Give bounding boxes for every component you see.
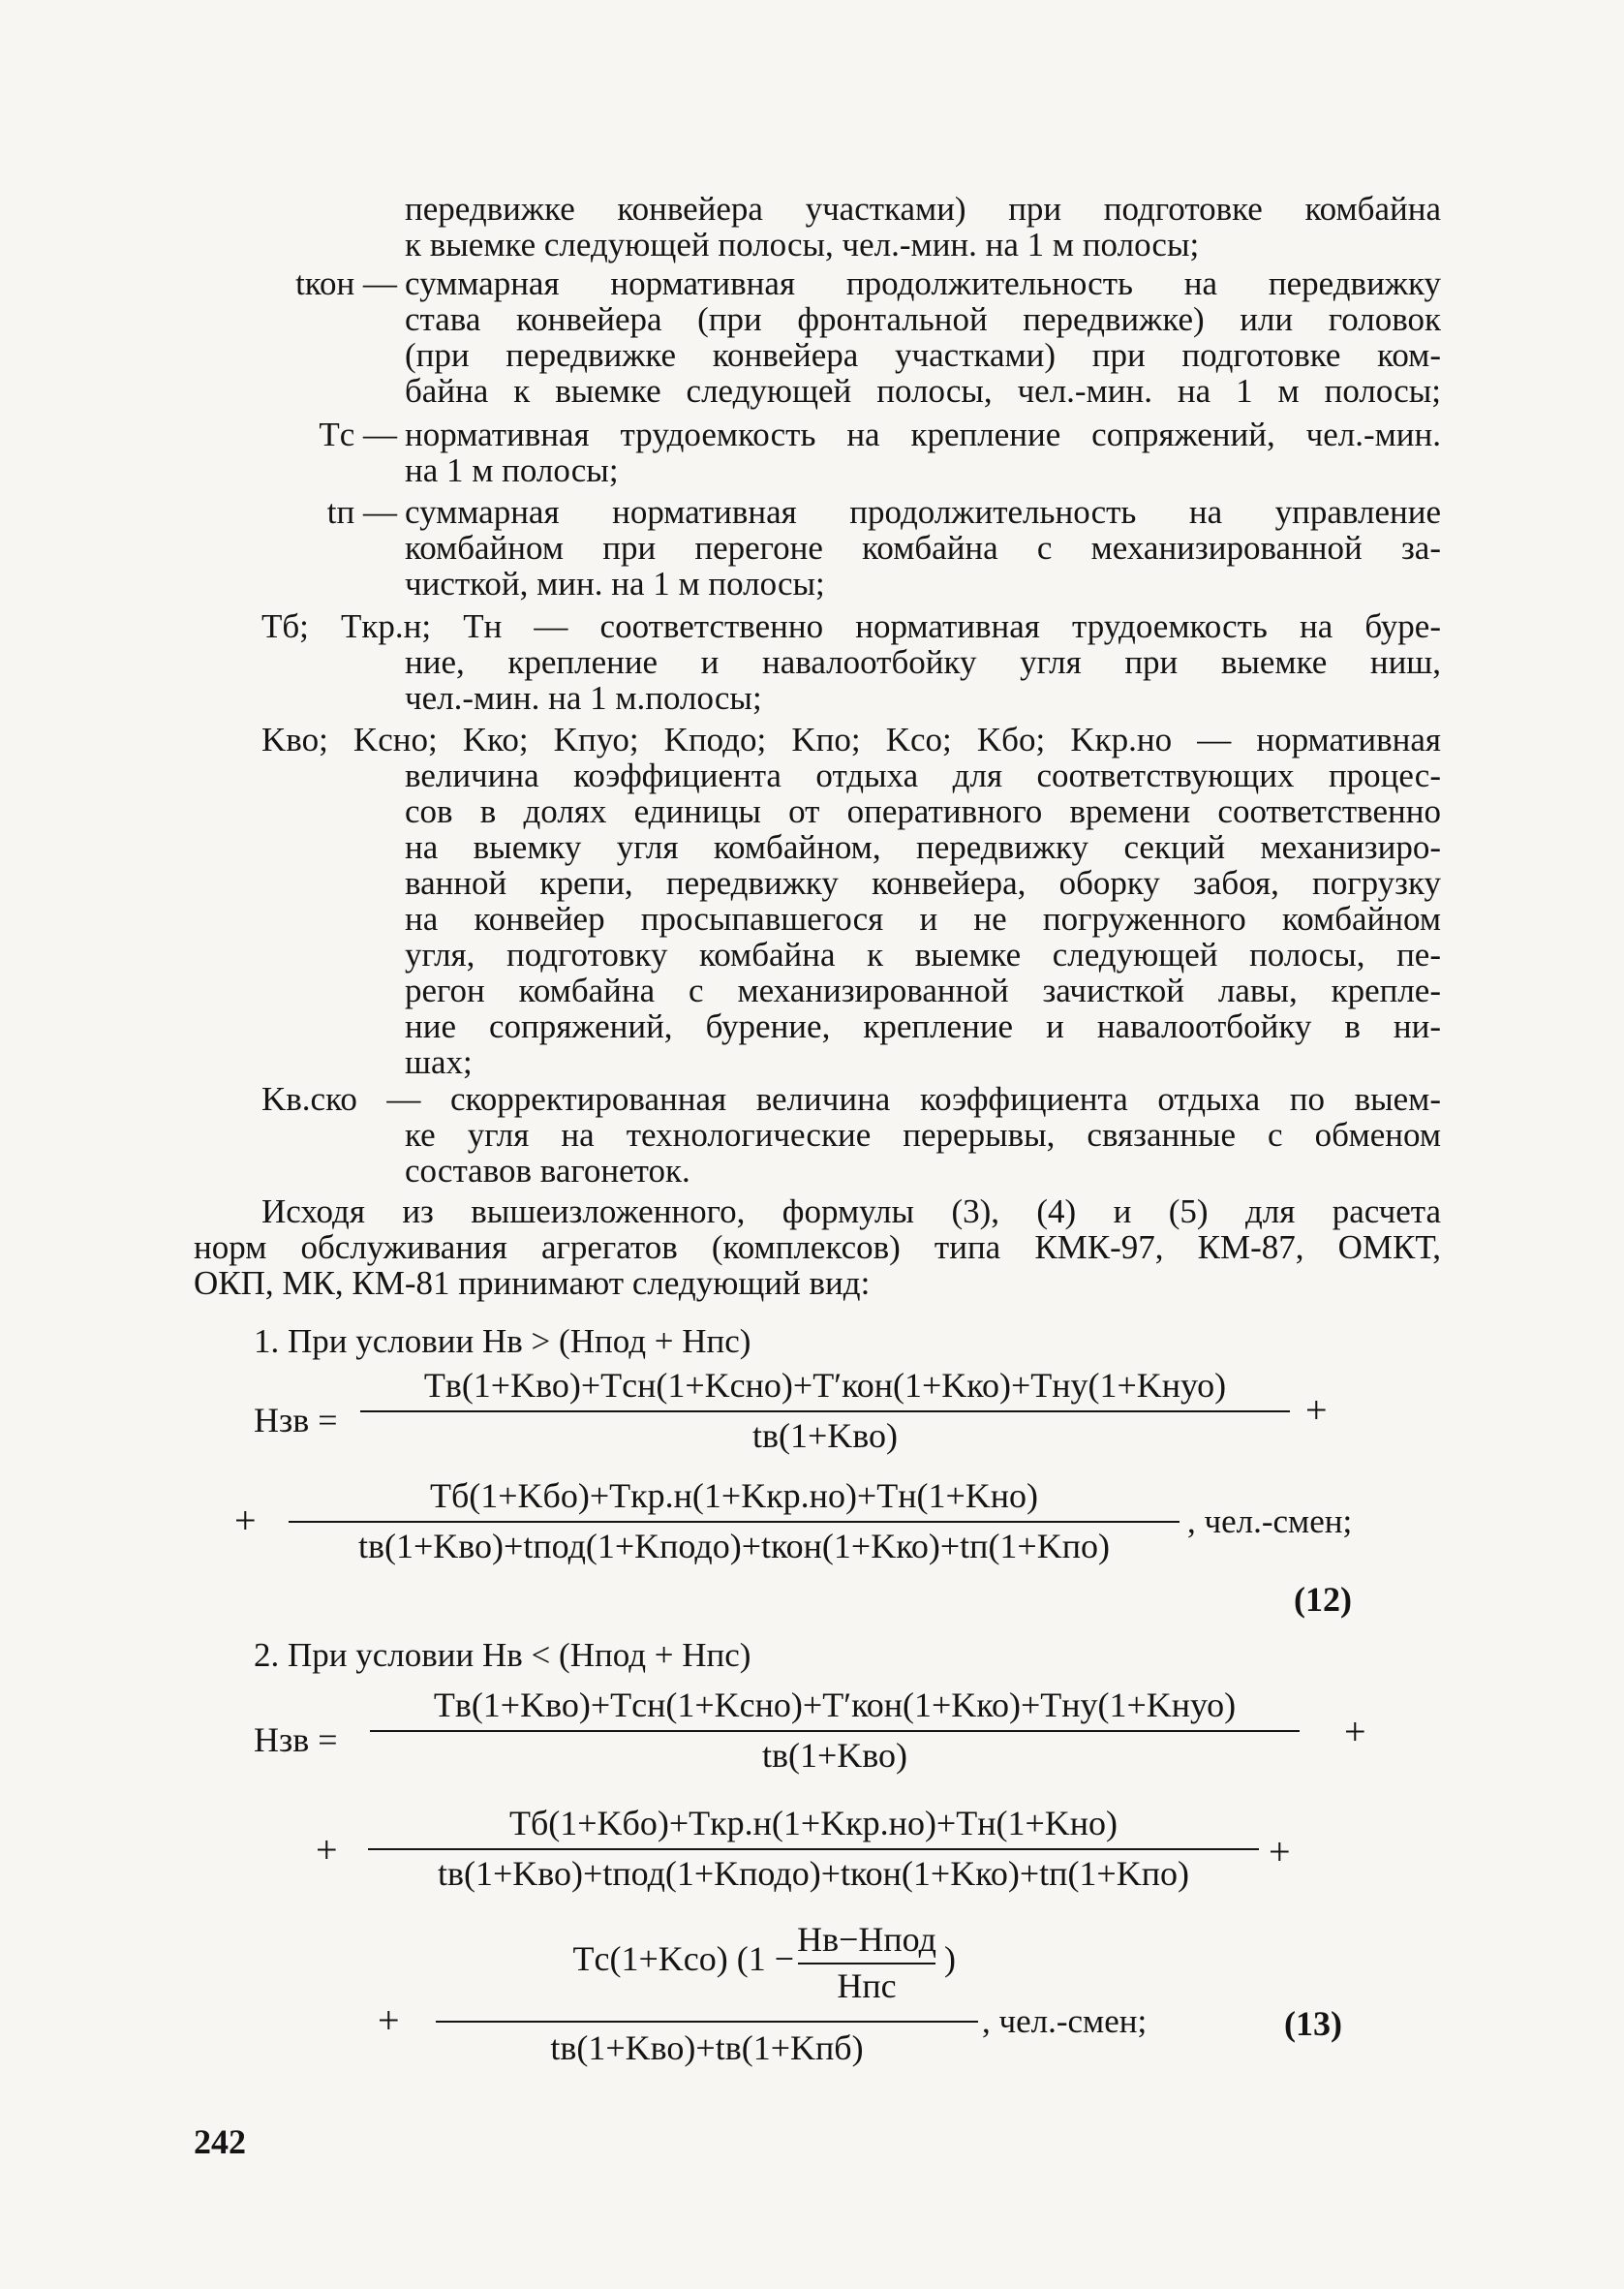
formula-12-num-2: Tб(1+Kбо)+Tкр.н(1+Kкр.но)+Tн(1+Kно) [429, 1476, 1039, 1515]
definition-line: става конвейера (при фронтальной передвижке) или головок [405, 300, 1441, 338]
plus-sign: + [316, 1828, 338, 1871]
intro-line: к выемке следующей полосы, чел.-мин. на 1 м полосы; [405, 226, 1200, 263]
formula-12-number: (12) [1294, 1580, 1352, 1619]
definition-line: на конвейер просыпавшегося и не погруженного комбайном [405, 900, 1441, 938]
definition-lead-line: Tб; Tкр.н; Tн — соответственно нормативная трудоемкость на буре- [261, 607, 1441, 645]
definition-line: на выемку угля комбайном, передвижку секций механизиро- [405, 828, 1441, 866]
formula-13-num-3-left: Tс(1+Kсо) (1 − [572, 1939, 794, 1978]
formula-12-unit: , чел.-смен; [1187, 1502, 1353, 1540]
definition-line: на 1 м полосы; [405, 451, 619, 489]
formula-13-num-3-right: ) [944, 1939, 956, 1978]
formula-13-den-1: tв(1+Kво) [761, 1736, 908, 1775]
formula-13-number: (13) [1284, 2004, 1342, 2043]
formula-13-bar-1 [370, 1730, 1300, 1732]
definition-line: составов вагонеток. [405, 1152, 690, 1190]
definition-symbol: tкон — [295, 264, 397, 302]
page-number: 242 [194, 2122, 246, 2161]
formula-12-den-2: tв(1+Kво)+tпод(1+Kподо)+tкон(1+Kко)+tп(1+Kпо) [358, 1527, 1110, 1565]
definition-line: угля, подготовку комбайна к выемке следующей полосы, пе- [405, 936, 1441, 974]
definition-line: ке угля на технологические перерывы, связанные с обменом [405, 1116, 1441, 1154]
formula-12-lhs: Hзв = [254, 1401, 338, 1439]
definition-line: ванной крепи, передвижку конвейера, оборку забоя, погрузку [405, 864, 1441, 902]
formula-12-bar-2 [289, 1521, 1180, 1523]
definition-line: регон комбайна с механизированной зачисткой лавы, крепле- [405, 972, 1441, 1009]
definition-line: чисткой, мин. на 1 м полосы; [405, 565, 825, 603]
formula-12-num-1: Tв(1+Kво)+Tсн(1+Kсно)+T′кон(1+Kко)+Tну(1+Kнуо) [423, 1366, 1227, 1405]
condition-2: 2. При условии Hв < (Hпод + Hпс) [254, 1636, 751, 1674]
formula-12-bar-1 [360, 1410, 1290, 1412]
definition-line: байна к выемке следующей полосы, чел.-мин. на 1 м полосы; [405, 372, 1441, 410]
definition-line: нормативная трудоемкость на крепление сопряжений, чел.-мин. [405, 416, 1441, 453]
definition-line: (при передвижке конвейера участками) при подготовке ком- [405, 336, 1441, 374]
definition-lead-line: Kв.ско — скорректированная величина коэффициента отдыха по выем- [261, 1080, 1441, 1118]
formula-13-inner-num: Hв−Hпод [797, 1920, 936, 1959]
plus-sign: + [378, 1998, 400, 2042]
definition-line: комбайном при перегоне комбайна с механизированной за- [405, 529, 1441, 567]
formula-13-inner-bar [798, 1963, 935, 1964]
paragraph-line: ОКП, МК, КМ-81 принимают следующий вид: [194, 1264, 871, 1302]
plus-sign: + [1305, 1388, 1328, 1432]
plus-sign: + [1269, 1830, 1291, 1873]
formula-13-num-2: Tб(1+Kбо)+Tкр.н(1+Kкр.но)+Tн(1+Kно) [508, 1804, 1118, 1842]
formula-13-inner-den: Hпс [837, 1966, 897, 2005]
definition-line: суммарная нормативная продолжительность на передвижку [405, 264, 1441, 302]
definition-lead-line: Kво; Kсно; Kко; Kпуо; Kподо; Kпо; Kсо; Kбо; Kкр.но — нормативная [261, 721, 1441, 758]
definition-line: сов в долях единицы от оперативного времени соответственно [405, 792, 1441, 830]
paragraph-line: норм обслуживания агрегатов (комплексов) типа КМК-97, КМ-87, ОМКТ, [194, 1228, 1441, 1266]
paragraph-line: Исходя из вышеизложенного, формулы (3), (4) и (5) для расчета [261, 1192, 1441, 1230]
formula-13-den-3: tв(1+Kво)+tв(1+Kпб) [550, 2028, 864, 2067]
formula-12-den-1: tв(1+Kво) [751, 1416, 899, 1455]
formula-13-num-1: Tв(1+Kво)+Tсн(1+Kсно)+T′кон(1+Kко)+Tну(1+Kнуо) [433, 1686, 1237, 1724]
formula-13-bar-2 [368, 1848, 1259, 1850]
formula-13-unit: , чел.-смен; [982, 2002, 1148, 2040]
plus-sign: + [1344, 1710, 1366, 1753]
definition-line: ние, крепление и навалоотбойку угля при выемке ниш, [405, 643, 1441, 681]
formula-13-den-2: tв(1+Kво)+tпод(1+Kподо)+tкон(1+Kко)+tп(1+Kпо) [438, 1854, 1189, 1893]
plus-sign: + [234, 1499, 257, 1542]
definition-line: суммарная нормативная продолжительность на управление [405, 493, 1441, 531]
formula-13-lhs: Hзв = [254, 1720, 338, 1759]
definition-line: величина коэффициента отдыха для соответствующих процес- [405, 757, 1441, 794]
intro-line: передвижке конвейера участками) при подготовке комбайна [405, 190, 1441, 228]
definition-symbol: tп — [326, 493, 397, 531]
definition-line: шах; [405, 1043, 473, 1081]
condition-1: 1. При условии Hв > (Hпод + Hпс) [254, 1322, 751, 1360]
definition-line: чел.-мин. на 1 м.полосы; [405, 679, 762, 717]
definition-symbol: Tс — [319, 416, 397, 453]
definition-line: ние сопряжений, бурение, крепление и навалоотбойку в ни- [405, 1007, 1441, 1045]
formula-13-bar-3 [436, 2021, 978, 2023]
